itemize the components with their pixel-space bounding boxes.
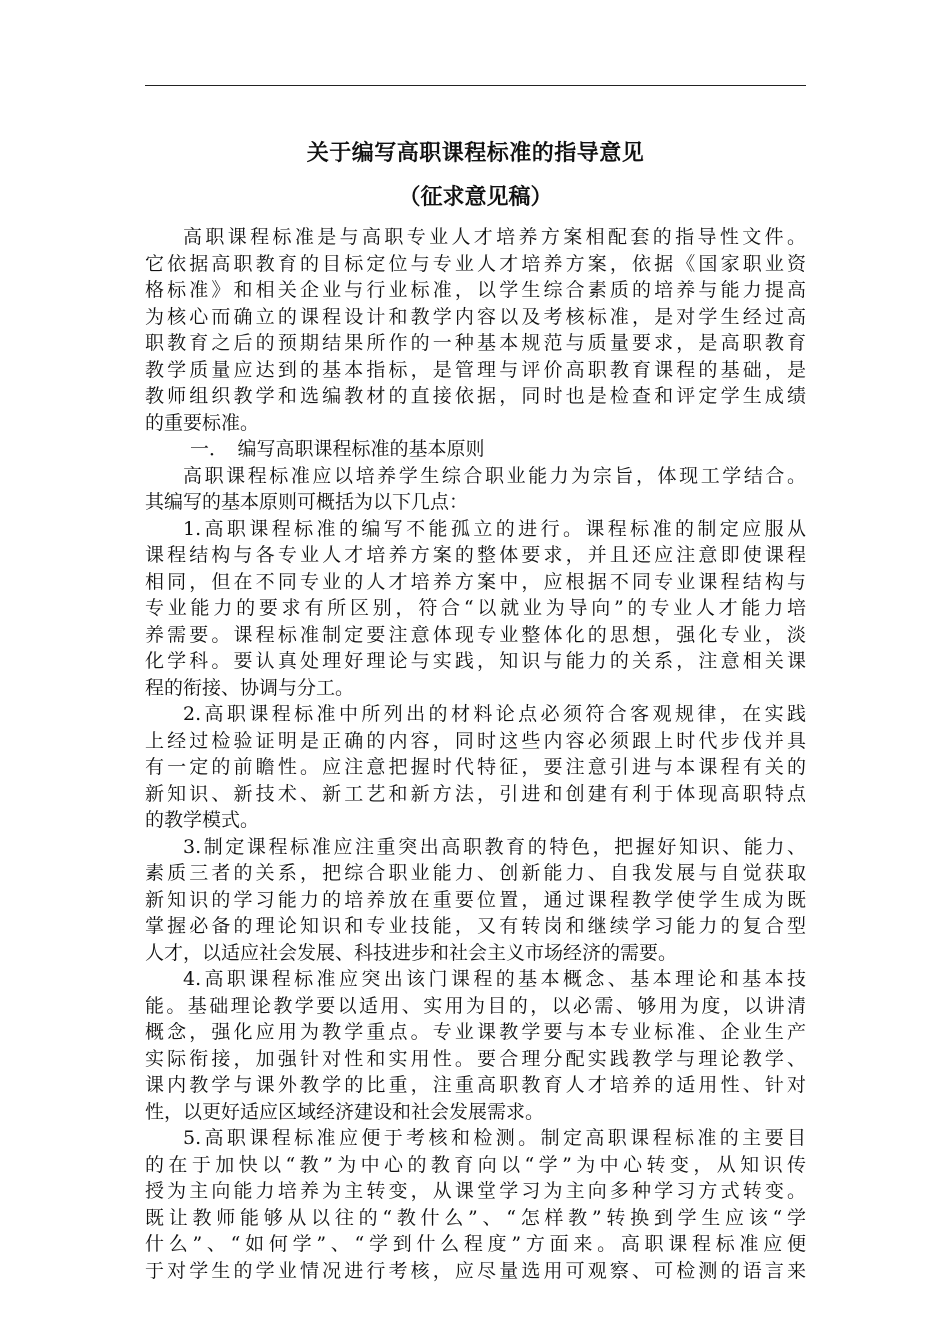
document-body [145, 224, 806, 1284]
text-line: 能。基础理论教学要以适用、实用为目的，以必需、够用为度，以讲清 [145, 994, 806, 1017]
text-line: 人才，以适应社会发展、科技进步和社会主义市场经济的需要。 [145, 941, 678, 964]
section-heading [145, 436, 806, 463]
text-line: 授为主向能力培养为主转变，从课堂学习为主向多种学习方式转变。 [145, 1180, 806, 1202]
text-line: 概念，强化应用为教学重点。专业课教学要与本专业标准、企业生产 [145, 1021, 806, 1043]
text-line: 它依据高职教育的目标定位与专业人才培养方案，依据《国家职业资 [145, 252, 806, 275]
body-paragraph [145, 1125, 806, 1284]
body-paragraph [145, 834, 806, 967]
text-line: 化学科。要认真处理好理论与实践，知识与能力的关系，注意相关课 [145, 650, 806, 672]
text-line: 课内教学与课外教学的比重，注重高职教育人才培养的适用性、针对 [145, 1074, 806, 1096]
text-line: 高职课程标准应以培养学生综合职业能力为宗旨，体现工学结合。 [183, 464, 806, 487]
text-line: 教师组织教学和选编教材的直接依据，同时也是检查和评定学生成绩 [145, 385, 806, 407]
text-line: 3.制定课程标准应注重突出高职教育的特色，把握好知识、能力、 [183, 835, 806, 858]
text-line: 为核心而确立的课程设计和教学内容以及考核标准，是对学生经过高 [145, 305, 806, 328]
document-subtitle: （征求意见稿） [398, 184, 553, 210]
text-line: 既让教师能够从以往的“教什么”、“怎样教”转换到学生应该“学 [145, 1206, 806, 1229]
text-line: 的教学模式。 [145, 809, 260, 831]
body-paragraph [145, 463, 806, 516]
body-paragraph [145, 701, 806, 834]
text-line: 课程结构与各专业人才培养方案的整体要求，并且还应注意即使课程 [145, 544, 806, 566]
text-line: 素质三者的关系，把综合职业能力、创新能力、自我发展与自觉获取 [145, 862, 806, 884]
header-rule [145, 85, 806, 86]
text-line: 有一定的前瞻性。应注意把握时代特征，要注意引进与本课程有关的 [145, 756, 806, 778]
text-line: 掌握必备的理论知识和专业技能，又有转岗和继续学习能力的复合型 [145, 915, 806, 937]
text-line: 的重要标准。 [145, 411, 260, 434]
text-line: 的在于加快以“教”为中心的教育向以“学”为中心转变，从知识传 [145, 1153, 806, 1176]
text-line: 专业能力的要求有所区别，符合“以就业为导向”的专业人才能力培 [145, 597, 806, 619]
text-line: 实际衔接，加强针对性和实用性。要合理分配实践教学与理论教学、 [145, 1047, 806, 1070]
document-title: 关于编写高职课程标准的指导意见 [306, 140, 645, 166]
text-line: 新知识、新技术、新工艺和新方法，引进和创建有利于体现高职特点 [145, 782, 806, 805]
text-line: 格标准》和相关企业与行业标准，以学生综合素质的培养与能力提高 [145, 279, 806, 301]
text-line: 4.高职课程标准应突出该门课程的基本概念、基本理论和基本技 [183, 968, 806, 990]
text-line: 性，以更好适应区域经济建设和社会发展需求。 [145, 1100, 545, 1123]
text-line: 职教育之后的预期结果所作的一种基本规范与质量要求，是高职教育 [145, 332, 806, 354]
text-line: 于对学生的学业情况进行考核，应尽量选用可观察、可检测的语言来 [145, 1259, 806, 1282]
text-line: 1.高职课程标准的编写不能孤立的进行。课程标准的制定应服从 [183, 517, 806, 540]
text-line: 新知识的学习能力的培养放在重要位置，通过课程教学使学生成为既 [145, 888, 806, 911]
text-line: 上经过检验证明是正确的内容，同时这些内容必须跟上时代步伐并具 [145, 729, 806, 752]
text-line: 教学质量应达到的基本指标，是管理与评价高职教育课程的基础，是 [145, 358, 806, 381]
text-line: 其编写的基本原则可概括为以下几点： [145, 491, 469, 513]
text-line: 2.高职课程标准中所列出的材料论点必须符合客观规律，在实践 [183, 703, 806, 725]
text-line: 一． 编写高职课程标准的基本原则 [190, 438, 485, 460]
body-paragraph [145, 516, 806, 702]
text-line: 相同，但在不同专业的人才培养方案中，应根据不同专业课程结构与 [145, 570, 806, 593]
body-paragraph [145, 966, 806, 1125]
text-line: 养需要。课程标准制定要注意体现专业整体化的思想，强化专业，淡 [145, 623, 806, 646]
body-paragraph [145, 224, 806, 436]
text-line: 什么”、“如何学”、“学到什么程度”方面来。高职课程标准应便 [145, 1233, 806, 1255]
text-line: 5.高职课程标准应便于考核和检测。制定高职课程标准的主要目 [183, 1127, 806, 1149]
text-line: 程的衔接、协调与分工。 [145, 676, 355, 699]
text-line: 高职课程标准是与高职专业人才培养方案相配套的指导性文件。 [183, 226, 806, 248]
